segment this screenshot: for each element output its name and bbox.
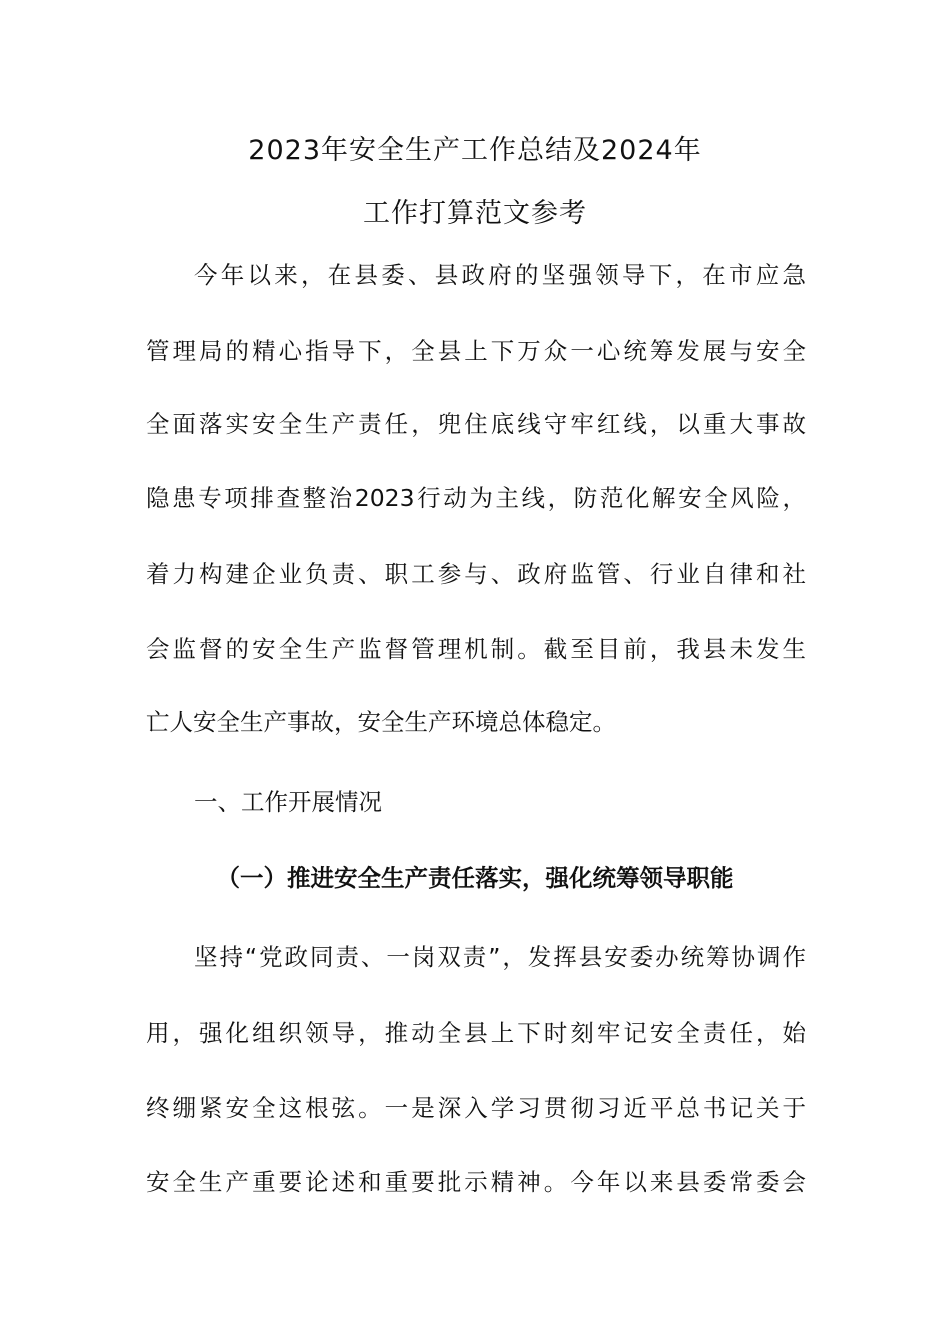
paragraph-1-line-6: 会监督的安全生产监督管理机制。截至目前，我县未发生 xyxy=(146,635,806,663)
paragraph-2-line-3: 终绷紧安全这根弦。一是深入学习贯彻习近平总书记关于 xyxy=(146,1094,806,1122)
paragraph-2-line-1: 坚持“党政同责、一岗双责”，发挥县安委办统筹协调作 xyxy=(194,943,806,971)
section-1-heading: 一、工作开展情况 xyxy=(194,788,382,816)
paragraph-2-line-4: 安全生产重要论述和重要批示精神。今年以来县委常委会 xyxy=(146,1168,806,1196)
subsection-1-heading: （一）推进安全生产责任落实，强化统筹领导职能 xyxy=(216,864,734,892)
paragraph-1-line-7: 亡人安全生产事故，安全生产环境总体稳定。 xyxy=(146,708,616,736)
paragraph-1-line-3: 全面落实安全生产责任，兜住底线守牢红线，以重大事故 xyxy=(146,410,806,438)
document-title-line-1: 2023年安全生产工作总结及2024年 xyxy=(248,135,702,166)
paragraph-1-line-2: 管理局的精心指导下，全县上下万众一心统筹发展与安全 xyxy=(146,337,806,365)
paragraph-2-line-2: 用，强化组织领导，推动全县上下时刻牢记安全责任，始 xyxy=(146,1019,806,1047)
paragraph-1-line-1: 今年以来，在县委、县政府的坚强领导下，在市应急 xyxy=(194,261,806,289)
paragraph-1-line-5: 着力构建企业负责、职工参与、政府监管、行业自律和社 xyxy=(146,560,806,588)
document-title-line-2: 工作打算范文参考 xyxy=(363,198,587,229)
paragraph-1-line-4: 隐患专项排查整治2023行动为主线，防范化解安全风险， xyxy=(146,484,806,512)
